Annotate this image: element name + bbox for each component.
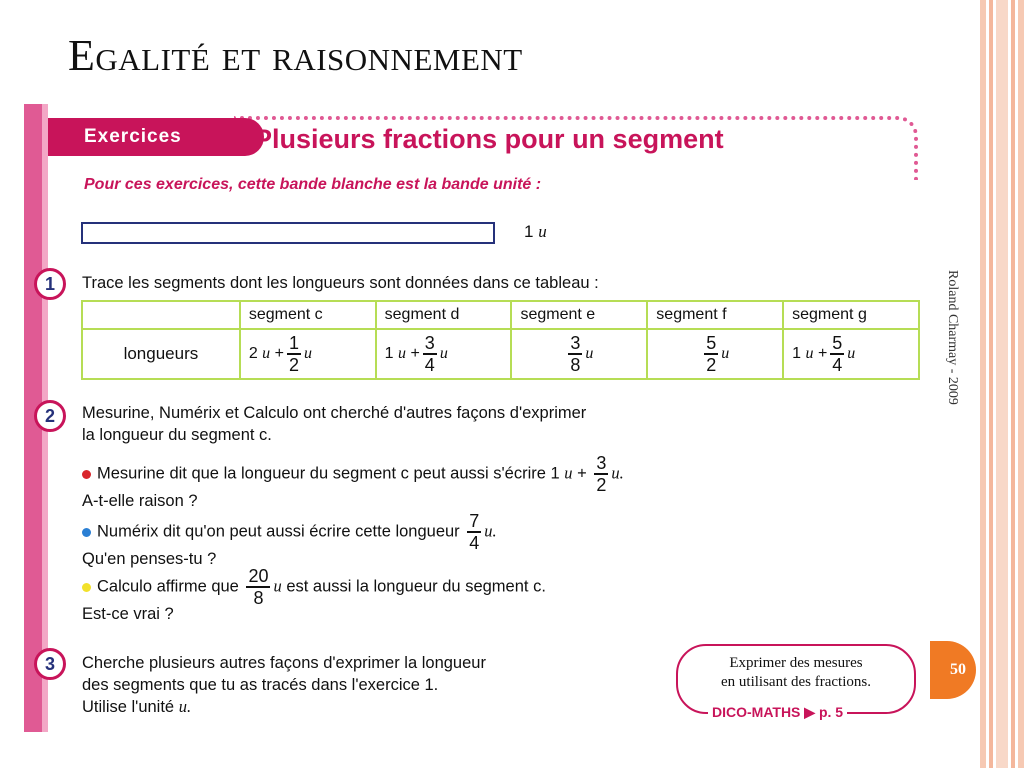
exercise-2-intro: Mesurine, Numérix et Calculo ont cherché d'autres façons d'exprimer la longueur du segment c. [82, 404, 587, 444]
exercise-3-number: 3 [34, 648, 66, 680]
page-number-badge: 50 [930, 641, 976, 699]
exercise-2-bullet-1: Mesurine dit que la longueur du segment c peut aussi s'écrire 1 u + $\frac{3}{2}$ u. A-t-elle raison ? [82, 453, 624, 510]
intro-text: Pour ces exercices, cette bande blanche est la bande unité : [84, 176, 542, 193]
author-credit: Roland Charmay - 2009 [945, 270, 960, 405]
exercise-2-bullet-2: Numérix dit qu'on peut aussi écrire cette longueur $\frac{7}{4}$ u. Qu'en penses-tu ? [82, 511, 497, 568]
slide-title: Egalité et raisonnement [68, 31, 523, 80]
yellow-bullet-icon [82, 583, 91, 592]
length-cell: $\frac{5}{2}$ u [647, 329, 783, 379]
column-header: segment e [511, 301, 647, 329]
red-bullet-icon [82, 470, 91, 479]
dico-maths-text: Exprimer des mesures en utilisant des fractions. [721, 655, 871, 690]
column-header: segment f [647, 301, 783, 329]
exercise-1-text: Trace les segments dont les longueurs sont données dans ce tableau : [82, 274, 599, 292]
length-cell: $\frac{3}{8}$ u [511, 329, 647, 379]
length-cell: 1 u + $\frac{3}{4}$ u [376, 329, 512, 379]
table-header-row [82, 301, 919, 329]
blue-bullet-icon [82, 528, 91, 537]
textbook-page [24, 104, 920, 732]
exercise-1-number: 1 [34, 268, 66, 300]
exercise-title: Plusieurs fractions pour un segment [254, 124, 724, 154]
row-header: longueurs [82, 329, 240, 379]
column-header: segment d [376, 301, 512, 329]
exercise-3-text: Cherche plusieurs autres façons d'exprimer la longueur des segments que tu as tracés dans l'exercice 1. Utilise l'unité u. [82, 654, 486, 716]
dico-maths-box [676, 644, 916, 720]
decorative-stripes [980, 0, 1024, 768]
length-cell: 2 u + $\frac{1}{2}$ u [240, 329, 376, 379]
table-row [82, 329, 919, 379]
unit-strip [81, 222, 495, 244]
exercises-banner: Exercices [48, 118, 264, 156]
column-header: segment c [240, 301, 376, 329]
unit-label: 1 u [524, 222, 547, 241]
dico-maths-reference: DICO-MATHS ▶ p. 5 [708, 704, 847, 721]
exercise-2-number: 2 [34, 400, 66, 432]
column-header: segment g [783, 301, 919, 329]
exercise-2-bullet-3: Calculo affirme que $\frac{20}{8}$ u est aussi la longueur du segment c. Est-ce vrai ? [82, 566, 546, 623]
table-corner [82, 301, 240, 329]
length-cell: 1 u + $\frac{5}{4}$ u [783, 329, 919, 379]
lengths-table [81, 300, 920, 380]
